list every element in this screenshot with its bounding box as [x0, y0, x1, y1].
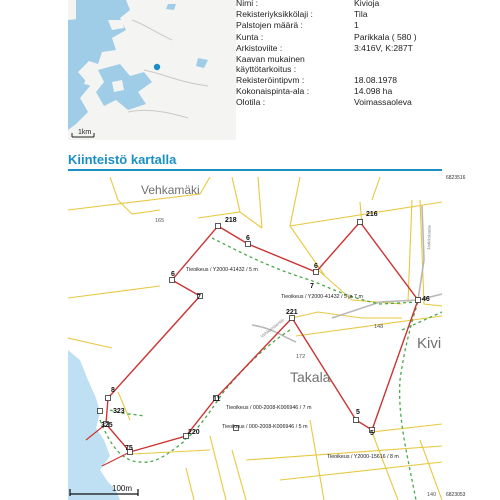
map-scale-label: 100m [112, 484, 133, 493]
coordinate-bottom: 6823053 [446, 492, 466, 498]
property-label: Kaavan mukainen [236, 54, 305, 64]
property-row [236, 64, 500, 75]
property-label: Kunta : [236, 32, 264, 42]
vertex-label: 8 [111, 387, 115, 394]
property-value: Tila [354, 9, 368, 19]
vertex-label: 216 [366, 211, 378, 218]
section-title: Kiinteistö kartalla [68, 152, 177, 167]
property-info [236, 0, 500, 150]
property-value: 3:416V, K:287T [354, 43, 413, 53]
parcel-number: 165 [155, 218, 165, 224]
vertex-label: 221 [286, 309, 298, 316]
vertex-label: 6 [246, 235, 250, 242]
property-value: Kivioja [354, 0, 380, 8]
property-value: Voimassaoleva [354, 97, 412, 107]
parcel-number: 140 [427, 492, 437, 498]
parcel-number: 172 [296, 354, 306, 360]
vertex-label: 220 [188, 429, 200, 436]
property-label: käyttötarkoitus : [236, 64, 297, 74]
property-label: Kokonaispinta-ala : [236, 86, 310, 96]
property-row [236, 0, 500, 9]
property-map [68, 177, 442, 500]
property-location-marker [154, 64, 160, 70]
property-value: 1 [354, 20, 359, 30]
vertex-label: 323 [113, 408, 125, 415]
property-row [236, 97, 500, 108]
property-value: 18.08.1978 [354, 75, 398, 85]
property-row [236, 9, 500, 20]
property-value: 14.098 ha [354, 86, 393, 96]
property-label: Arkistoviite : [236, 43, 283, 53]
place-name-vehkamaki: Vehkamäki [141, 183, 200, 197]
property-label: Rekisteröintipvm : [236, 75, 305, 85]
vertex-label: 7 [197, 294, 201, 301]
vertex-label: 46 [422, 296, 430, 303]
vertex-label: 5 [356, 409, 360, 416]
vertex-label: 6 [171, 271, 175, 278]
property-row [236, 75, 500, 86]
vertex-label: 75 [125, 445, 133, 452]
parcel-number: 148 [374, 324, 384, 330]
overview-scale-label: 1km [78, 129, 92, 136]
property-label: Palstojen määrä : [236, 20, 303, 30]
easement-label: Tieoikeus / Y2000-41432 / 5 m [186, 267, 258, 273]
coordinate-top: 6823516 [446, 175, 466, 181]
property-label: Olotila : [236, 97, 266, 107]
vertex-label: 7 [310, 283, 314, 290]
title-rule [68, 169, 442, 171]
easement-label: Tieoikeus / 000-2008-K006946 / 5 m [222, 424, 308, 430]
place-name-kivi: Kivi [417, 335, 442, 352]
road-label: Vehkamäentie [259, 317, 286, 339]
vertex-label: 11 [213, 396, 221, 403]
property-row [236, 43, 500, 54]
overview-map [68, 0, 236, 140]
easement-label: Tieoikeus / Y2000-41432 / 5 ja 7 m [281, 294, 363, 300]
property-label: Nimi : [236, 0, 258, 8]
vertex-label: 325 [101, 422, 113, 429]
property-value: Parikkala ( 580 ) [354, 32, 417, 42]
vertex-label: 218 [225, 217, 237, 224]
place-name-takala: Takala [290, 369, 331, 385]
easement-label: Tieoikeus / Y2000-15616 / 8 m [327, 454, 399, 460]
vertex-label: 5 [370, 430, 374, 437]
property-row [236, 86, 500, 97]
property-label: Rekisteriyksikkölaji : [236, 9, 313, 19]
vertex-label: 6 [314, 263, 318, 270]
easement-label: Tieoikeus / 000-2008-K006946 / 7 m [226, 405, 312, 411]
property-row [236, 20, 500, 31]
road-label: Jaakkolantie [426, 224, 432, 251]
property-row [236, 32, 500, 43]
